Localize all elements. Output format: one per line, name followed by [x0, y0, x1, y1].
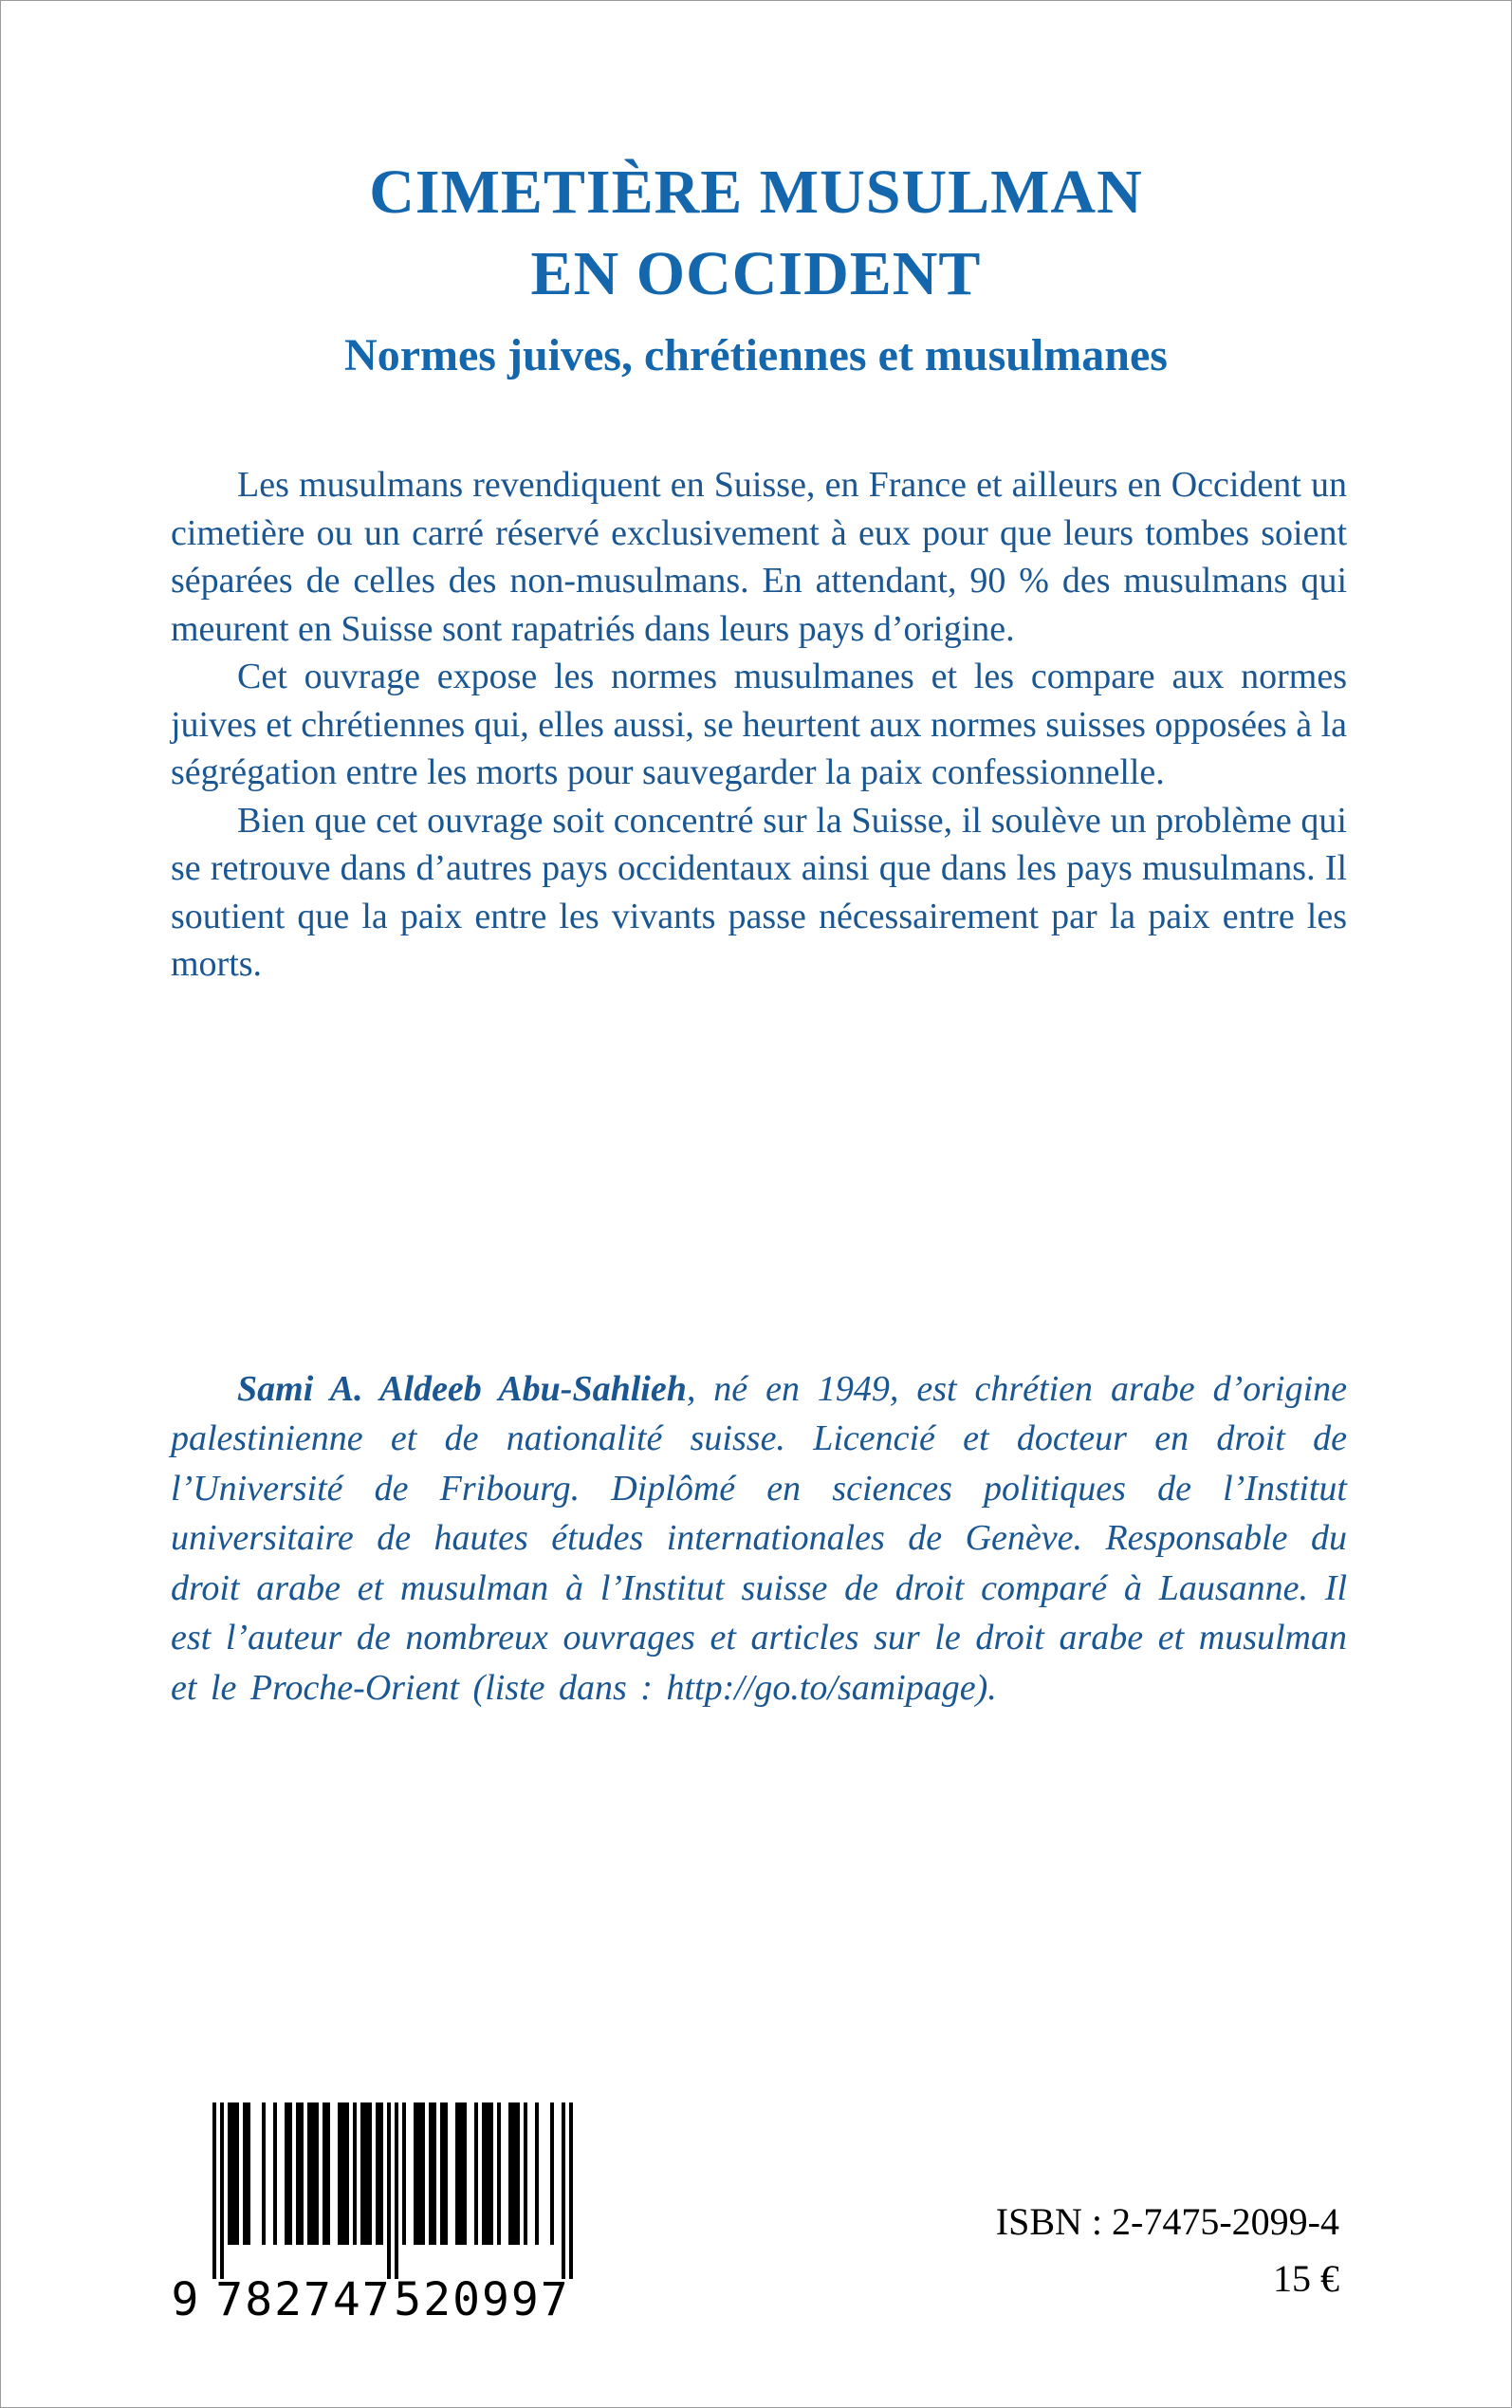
synopsis-paragraph: Cet ouvrage expose les normes musulmanes et les compare aux normes juives et chrétiennes qui, elles aussi, se heurtent aux normes suisses opposées à la ségrégation entre les morts pour sauvegarder la paix confessionnelle. [171, 657, 1347, 793]
isbn-label: ISBN : 2-7475-2099-4 [995, 2200, 1339, 2243]
isbn-block [996, 2194, 1339, 2307]
author-bio-text: , né en 1949, est chrétien arabe d’origine palestinienne et de nationalité suisse. Licencié et docteur en droit de l’Université de Fribourg. Diplômé en sciences politiques de l’Institut universitaire de hautes études internationales de Genève. Responsable du droit arabe et musulman à l’Institut suisse de droit comparé à Lausanne. Il est l’auteur de nombreux ouvrages et articles sur le droit arabe et musulman et le Proche-Orient (liste dans : http://go.to/samipage). [171, 1369, 1347, 1708]
author-name: Sami A. Aldeeb Abu-Sahlieh [237, 1369, 687, 1409]
book-title-line2: EN OCCIDENT [530, 238, 982, 308]
title-block [0, 152, 1512, 382]
book-title-line1: CIMETIÈRE MUSULMAN [369, 157, 1143, 227]
svg-text:9: 9 [171, 2273, 201, 2326]
svg-text:520997: 520997 [394, 2273, 570, 2326]
author-bio [171, 1364, 1347, 1713]
synopsis-paragraph: Bien que cet ouvrage soit concentré sur la Suisse, il soulève un problème qui se retrouve dans d’autres pays occidentaux ainsi que dans les pays musulmans. Il soutient que la paix entre les vivants passe nécessairement par la paix entre les morts. [171, 800, 1347, 985]
ean13-barcode-icon [167, 2102, 581, 2338]
svg-text:782747: 782747 [215, 2273, 392, 2326]
price-label: 15 € [1273, 2257, 1339, 2300]
book-title [0, 152, 1512, 315]
synopsis-block [171, 461, 1347, 989]
synopsis-paragraph: Les musulmans revendiquent en Suisse, en France et ailleurs en Occident un cimetière ou un carré réservé exclusivement à eux pour que leurs tombes soient séparées de celles des non-musulmans. En attendant, 90 % des musulmans qui meurent en Suisse sont rapatriés dans leurs pays d’origine. [171, 465, 1347, 649]
book-subtitle: Normes juives, chrétiennes et musulmanes [344, 329, 1168, 380]
barcode [167, 2102, 581, 2338]
